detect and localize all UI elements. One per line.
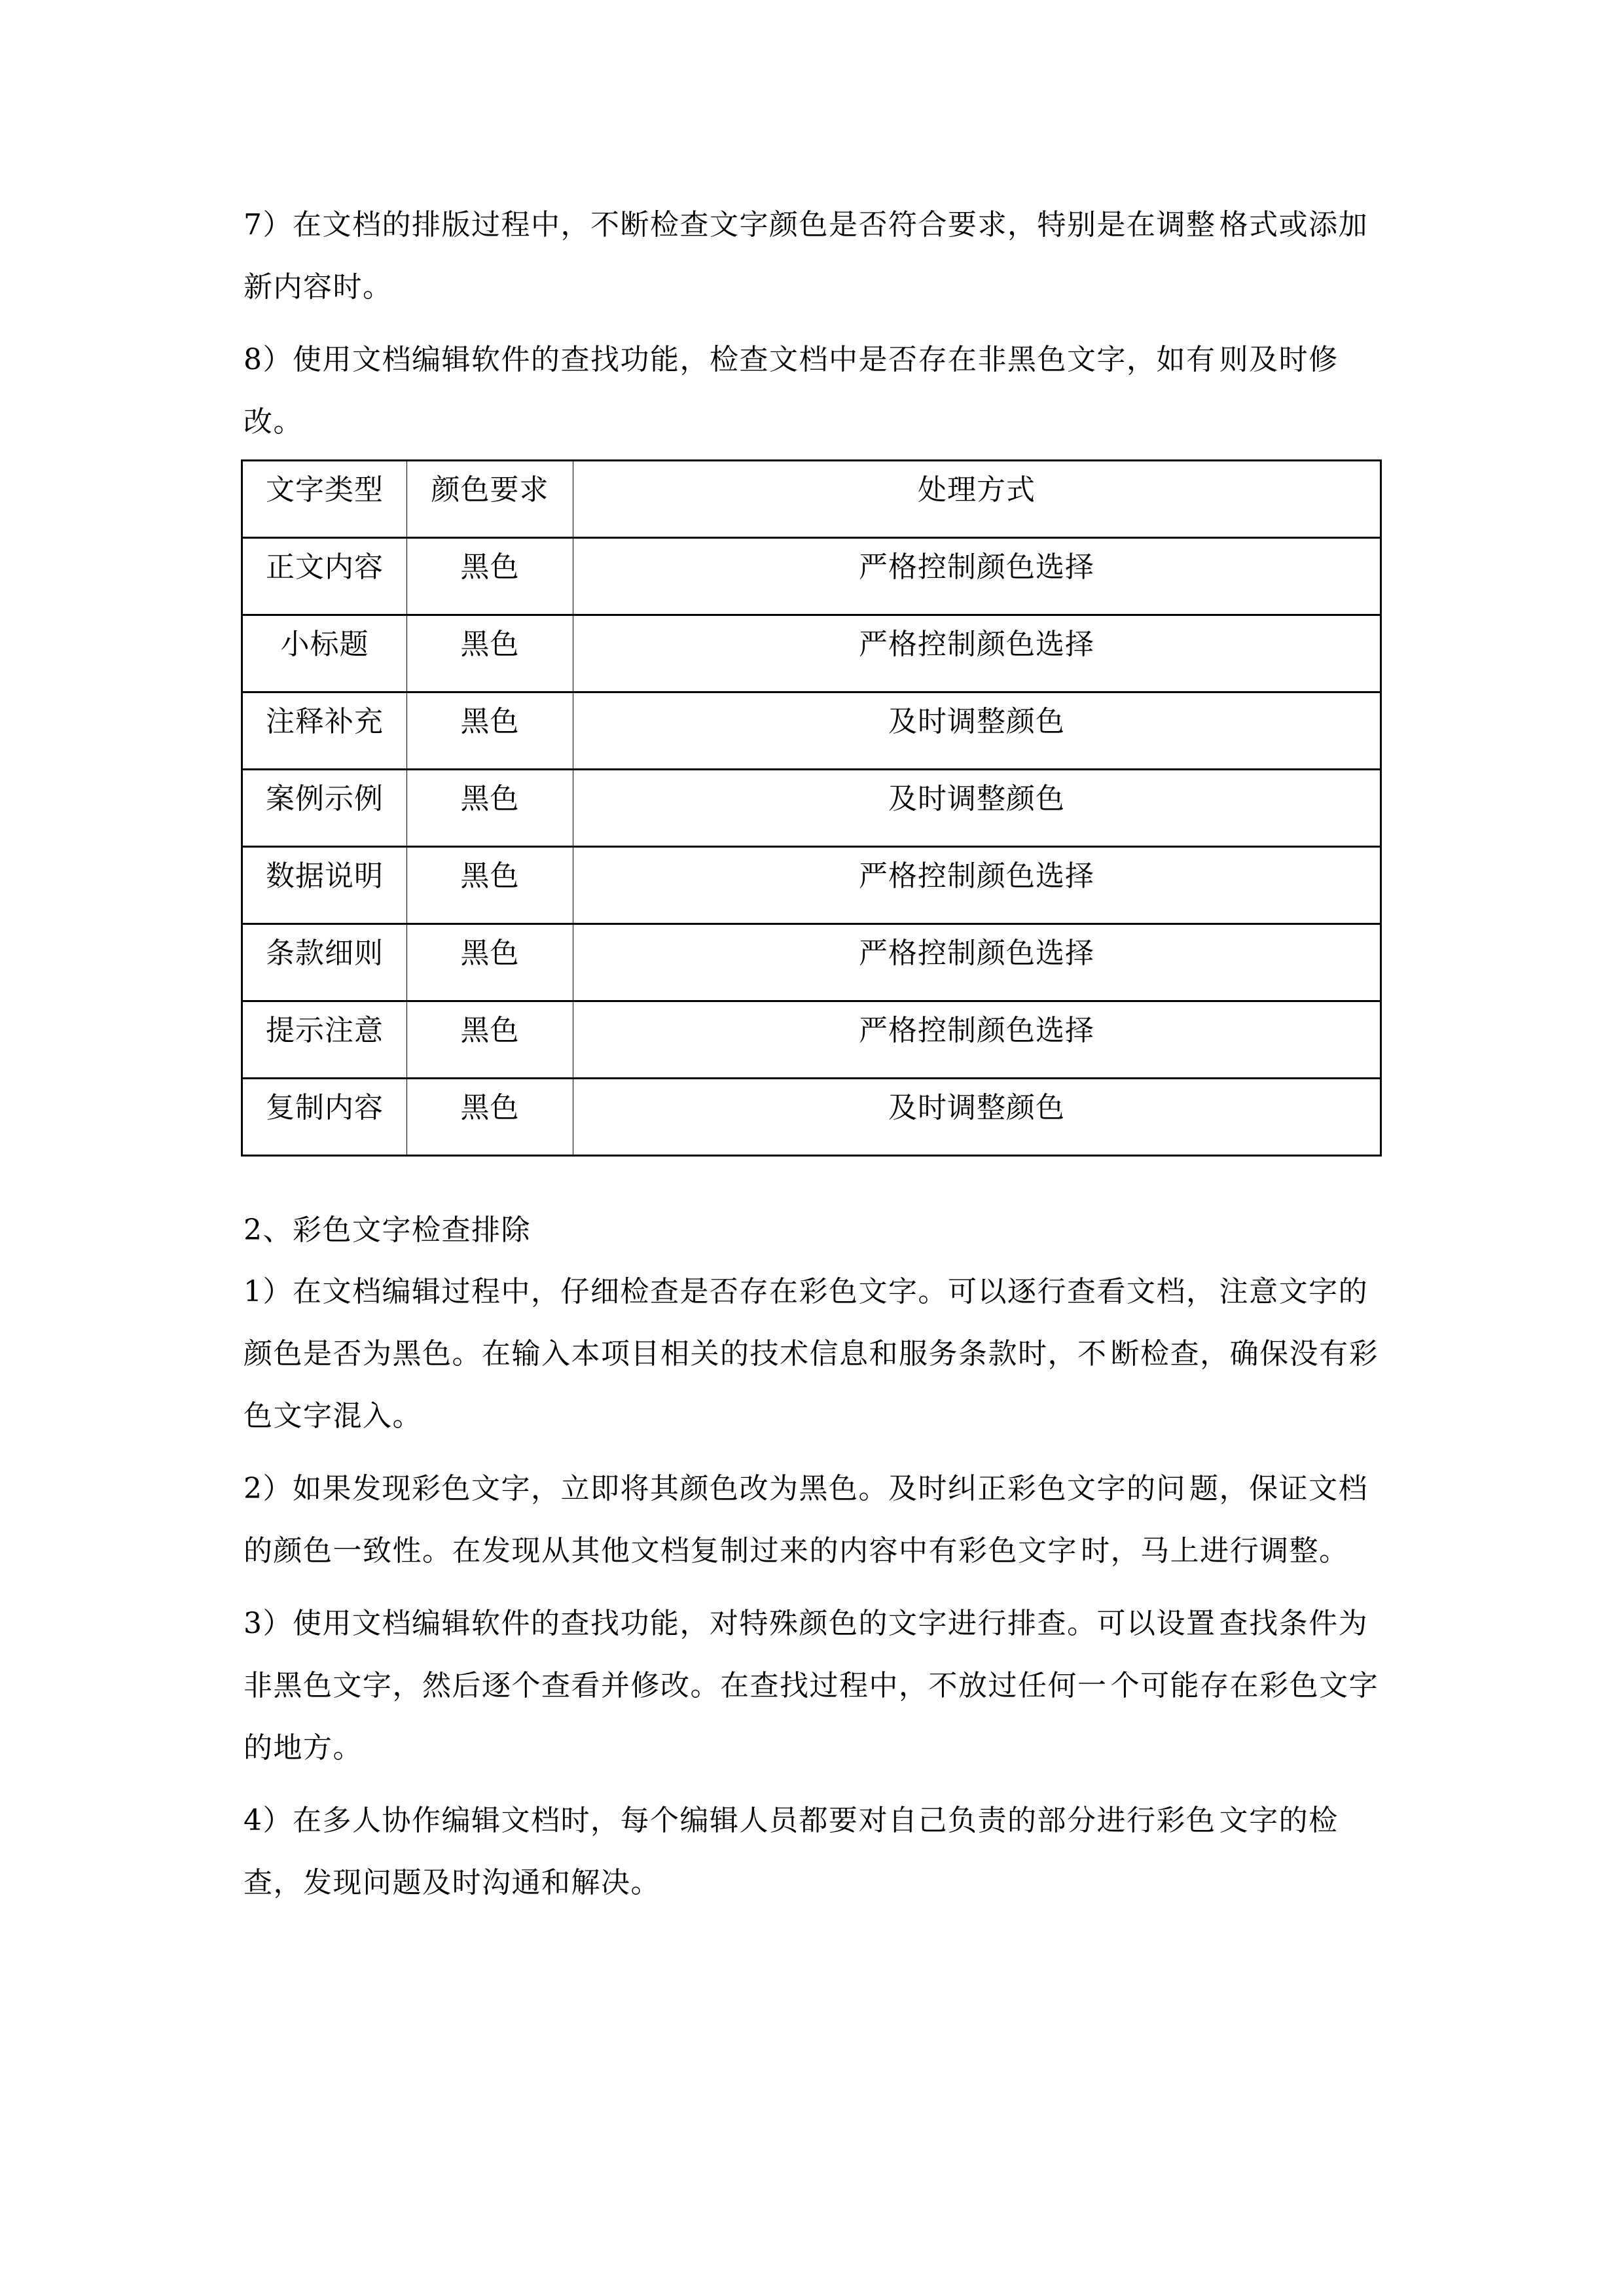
paragraph-line: 时，马上进行调整。 [1081,1534,1349,1568]
cell-method: 及时调整颜色 [573,692,1381,770]
cell-method: 严格控制颜色选择 [573,538,1381,615]
intro-section [244,194,1380,463]
cell-text-type: 条款细则 [242,924,407,1001]
cell-text-type: 小标题 [242,615,407,692]
paragraph-line: 文字的检查，发现问题及时沟通和解决。 [244,1804,1339,1899]
paragraph-3 [244,1592,1380,1779]
cell-text-type: 数据说明 [242,847,407,924]
cell-method: 严格控制颜色选择 [573,924,1381,1001]
paragraph-line: 断检查，确保没有彩色文字混入。 [244,1337,1379,1433]
paragraph-line: 题，保证文档的颜色一致性。在发现从其他文档复制过来的内容中有彩色文字 [244,1472,1369,1568]
header-text-type: 文字类型 [242,461,407,538]
paragraph-line: 7）在文档的排版过程中，不断检查文字颜色是否符合要求，特别是在调整 [244,208,1216,242]
cell-color: 黑色 [407,615,573,692]
table-header-row [242,461,1381,538]
table-row [242,924,1381,1001]
paragraph-line: 2）如果发现彩色文字，立即将其颜色改为黑色。及时纠正彩色文字的问 [244,1472,1186,1505]
cell-color: 黑色 [407,924,573,1001]
cell-text-type: 案例示例 [242,770,407,847]
cell-text-type: 注释补充 [242,692,407,770]
section-body [244,1261,1380,1924]
paragraph-line: 8）使用文档编辑软件的查找功能，检查文档中是否存在非黑色文字，如有 [244,343,1216,376]
paragraph-7 [244,194,1380,318]
table-row [242,1001,1381,1079]
paragraph-2 [244,1458,1380,1582]
cell-text-type: 提示注意 [242,1001,407,1079]
paragraph-line: 注意文字的颜色是否为黑色。在输入本项目相关的技术信息和服务条款时，不 [244,1275,1369,1371]
table-row [242,538,1381,615]
paragraph-line: 查找条件为非黑色文字，然后逐个查看并修改。在查找过程中，不放过任何一 [244,1607,1369,1702]
cell-color: 黑色 [407,1001,573,1079]
table-row [242,770,1381,847]
paragraph-1 [244,1261,1380,1447]
paragraph-4 [244,1789,1380,1914]
cell-color: 黑色 [407,1079,573,1156]
cell-color: 黑色 [407,847,573,924]
table-row [242,1079,1381,1156]
table-row [242,692,1381,770]
cell-method: 严格控制颜色选择 [573,1001,1381,1079]
paragraph-8 [244,329,1380,453]
paragraph-line: 1）在文档编辑过程中，仔细检查是否存在彩色文字。可以逐行查看文档， [244,1275,1216,1308]
cell-color: 黑色 [407,692,573,770]
paragraph-line: 个可能存在彩色文字的地方。 [244,1669,1379,1765]
paragraph-line: 3）使用文档编辑软件的查找功能，对特殊颜色的文字进行排查。可以设置 [244,1607,1216,1640]
cell-method: 及时调整颜色 [573,1079,1381,1156]
table-row [242,615,1381,692]
cell-color: 黑色 [407,538,573,615]
cell-text-type: 正文内容 [242,538,407,615]
cell-color: 黑色 [407,770,573,847]
header-color-requirement: 颜色要求 [407,461,573,538]
paragraph-line: 则及时修改。 [244,343,1339,439]
paragraph-line: 格式或添加新内容时。 [244,208,1369,304]
text-color-table [241,459,1382,1157]
cell-method: 严格控制颜色选择 [573,615,1381,692]
cell-method: 严格控制颜色选择 [573,847,1381,924]
cell-method: 及时调整颜色 [573,770,1381,847]
header-handling-method: 处理方式 [573,461,1381,538]
table-row [242,847,1381,924]
paragraph-line: 4）在多人协作编辑文档时，每个编辑人员都要对自己负责的部分进行彩色 [244,1804,1216,1837]
section-heading: 2、彩色文字检查排除 [244,1213,531,1247]
cell-text-type: 复制内容 [242,1079,407,1156]
